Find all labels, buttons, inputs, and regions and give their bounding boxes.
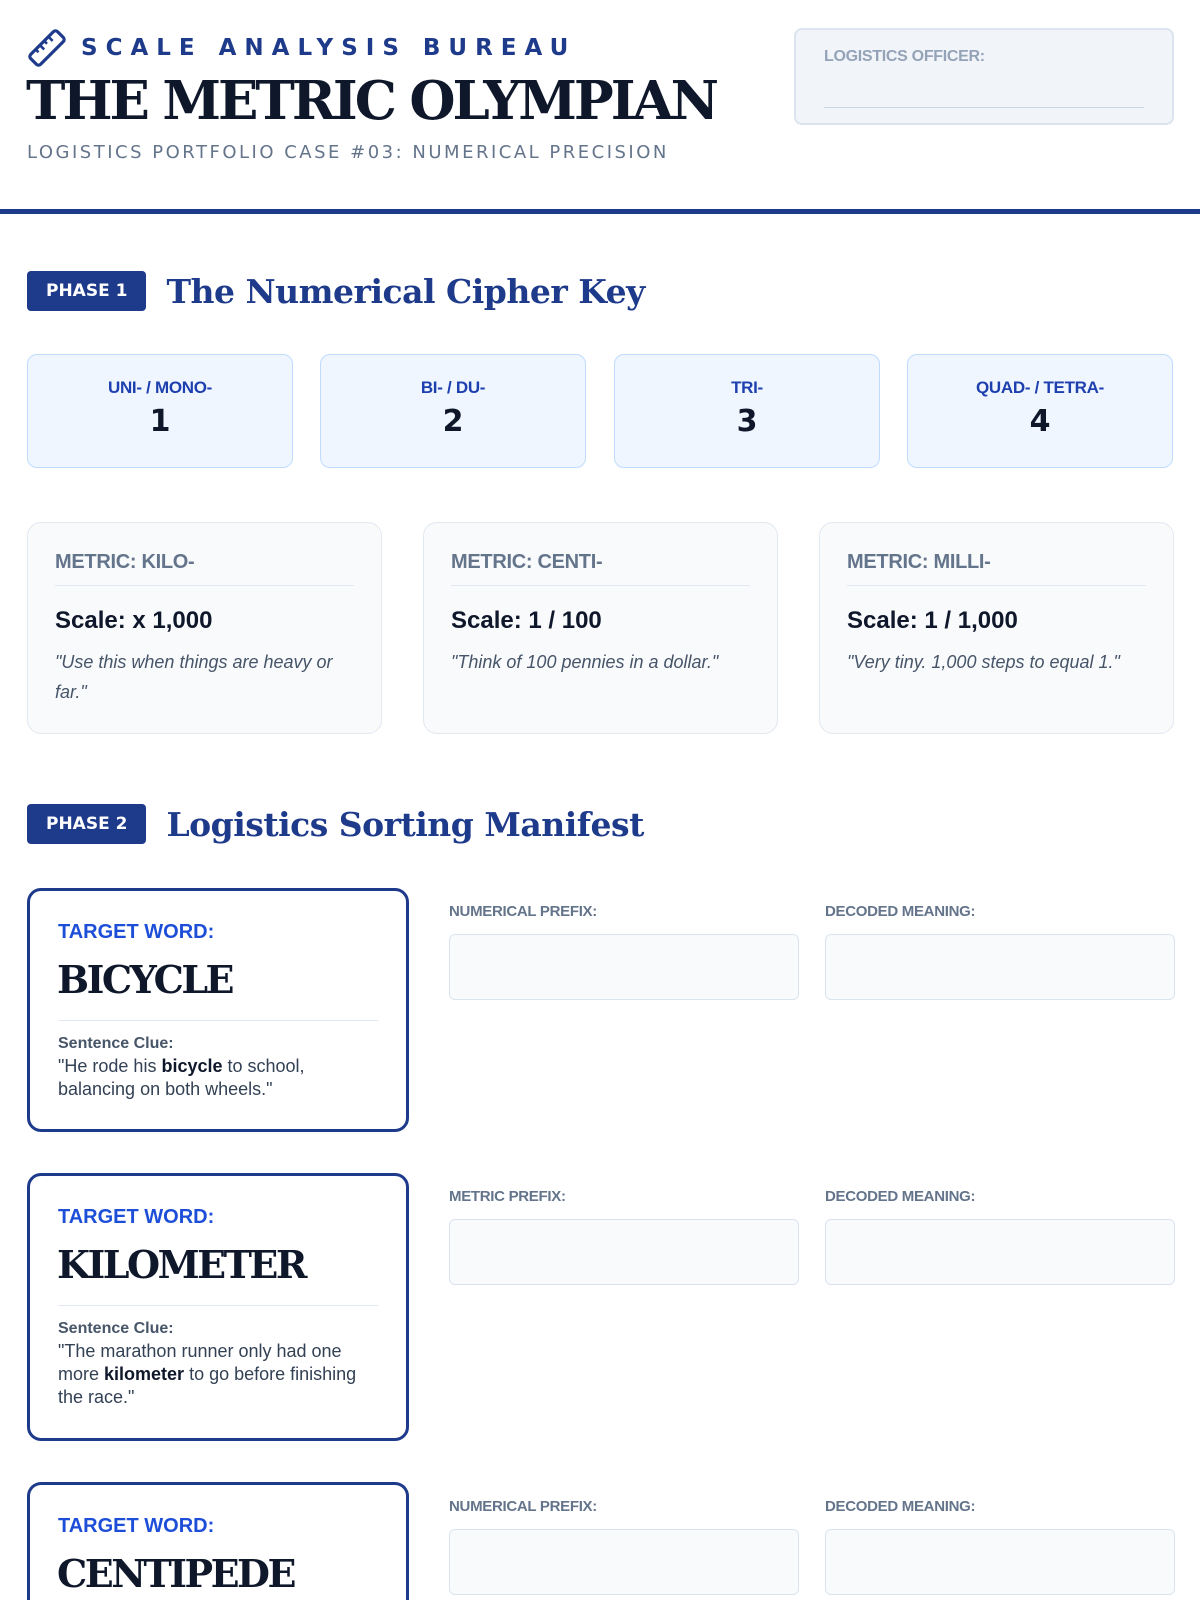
prefix-label: METRIC PREFIX: — [449, 1188, 566, 1205]
target-word: BICYCLE — [57, 957, 233, 1002]
bureau-row — [27, 28, 576, 68]
cipher-card-2 — [320, 354, 586, 468]
word-card-kilometer — [27, 1173, 409, 1441]
prefix-label: NUMERICAL PREFIX: — [449, 903, 597, 920]
cipher-prefix: UNI- / MONO- — [107, 378, 213, 397]
meaning-input[interactable] — [825, 1529, 1175, 1595]
officer-field[interactable] — [794, 28, 1174, 125]
phase1-title: The Numerical Cipher Key — [166, 271, 645, 311]
cipher-prefix: QUAD- / TETRA- — [975, 378, 1104, 397]
cipher-number: 3 — [736, 404, 758, 439]
word-card-centipede — [27, 1482, 409, 1600]
word-card-bicycle — [27, 888, 409, 1132]
metric-scale: Scale: 1 / 1,000 — [847, 607, 1018, 634]
cipher-card-4 — [907, 354, 1173, 468]
page-title: THE METRIC OLYMPIAN — [26, 70, 717, 132]
clue-keyword: bicycle — [161, 1056, 223, 1076]
clue-text — [58, 1055, 378, 1101]
clue-text — [58, 1340, 378, 1409]
prefix-input[interactable] — [449, 934, 799, 1000]
metric-divider — [847, 585, 1146, 586]
metric-name: METRIC: CENTI- — [451, 551, 603, 573]
officer-label: LOGISTICS OFFICER: — [824, 48, 985, 65]
metric-note: "Use this when things are heavy or far." — [55, 652, 333, 702]
phase2-badge: PHASE 2 — [27, 804, 146, 844]
clue-text-part: to school, balancing on both wheels." — [58, 1056, 305, 1099]
target-word-label: TARGET WORD: — [58, 1206, 215, 1228]
metric-scale: Scale: 1 / 100 — [451, 607, 602, 634]
prefix-input[interactable] — [449, 1529, 799, 1595]
phase2-title: Logistics Sorting Manifest — [166, 804, 644, 844]
meaning-label: DECODED MEANING: — [825, 1498, 976, 1515]
prefix-input[interactable] — [449, 1219, 799, 1285]
clue-label: Sentence Clue: — [58, 1035, 174, 1052]
target-word: KILOMETER — [57, 1242, 305, 1287]
meaning-input[interactable] — [825, 1219, 1175, 1285]
cipher-card-1 — [27, 354, 293, 468]
metric-scale: Scale: x 1,000 — [55, 607, 213, 634]
bureau-name: SCALE ANALYSIS BUREAU — [81, 35, 577, 61]
cipher-number: 4 — [1029, 404, 1051, 439]
metric-name: METRIC: KILO- — [55, 551, 195, 573]
meaning-label: DECODED MEANING: — [825, 903, 976, 920]
clue-label: Sentence Clue: — [58, 1320, 174, 1337]
ruler-icon — [27, 28, 67, 68]
clue-text-part: "The marathon runner only had one more — [58, 1341, 342, 1384]
clue-text-part: "He rode his — [58, 1056, 162, 1076]
card-divider — [58, 1020, 378, 1021]
target-word: CENTIPEDE — [57, 1551, 294, 1596]
card-divider — [58, 1305, 378, 1306]
phase2-heading — [27, 804, 644, 844]
metric-divider — [451, 585, 750, 586]
meaning-input[interactable] — [825, 934, 1175, 1000]
metric-card-milli — [819, 522, 1174, 734]
cipher-prefix: BI- / DU- — [420, 378, 486, 397]
cipher-prefix: TRI- — [731, 378, 763, 397]
page-subtitle: LOGISTICS PORTFOLIO CASE #03: NUMERICAL PRECISION — [27, 142, 669, 163]
meaning-label: DECODED MEANING: — [825, 1188, 976, 1205]
phase1-heading — [27, 271, 645, 311]
metric-card-kilo — [27, 522, 382, 734]
target-word-label: TARGET WORD: — [58, 1515, 215, 1537]
clue-text-part: to go before finishing the race." — [58, 1364, 357, 1407]
cipher-card-3 — [614, 354, 880, 468]
cipher-number: 1 — [149, 404, 171, 439]
metric-note: "Think of 100 pennies in a dollar." — [451, 652, 719, 672]
phase1-badge: PHASE 1 — [27, 271, 146, 311]
metric-divider — [55, 585, 354, 586]
clue-keyword: kilometer — [104, 1364, 185, 1384]
page-header — [0, 0, 1200, 214]
metric-card-centi — [423, 522, 778, 734]
officer-underline — [824, 107, 1144, 108]
metric-note: "Very tiny. 1,000 steps to equal 1." — [847, 652, 1120, 672]
target-word-label: TARGET WORD: — [58, 921, 215, 943]
cipher-number: 2 — [442, 404, 464, 439]
prefix-label: NUMERICAL PREFIX: — [449, 1498, 597, 1515]
metric-name: METRIC: MILLI- — [847, 551, 991, 573]
